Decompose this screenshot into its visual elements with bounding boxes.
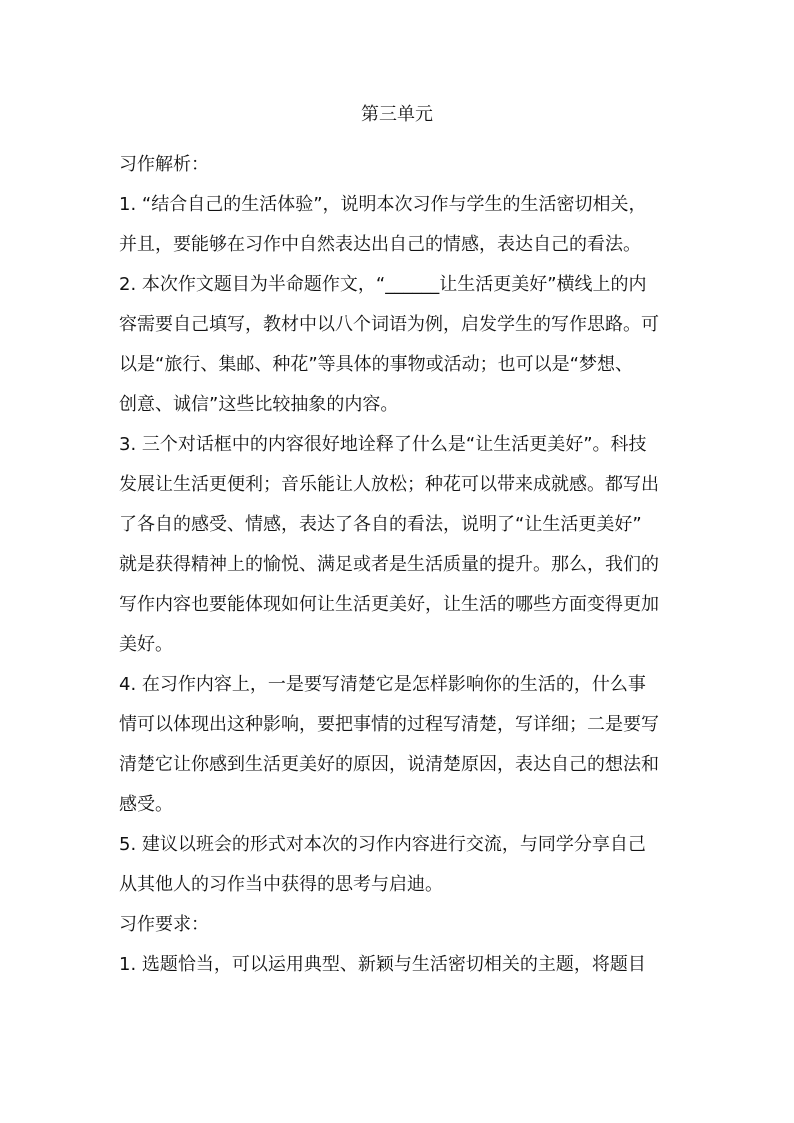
- paragraph-line: 清楚它让你感到生活更美好的原因，说清楚原因，表达自己的想法和: [119, 754, 659, 775]
- paragraph-line: 以是“旅行、集邮、种花”等具体的事物或活动；也可以是“梦想、: [119, 354, 633, 375]
- section-heading-requirements: 习作要求：: [119, 914, 209, 935]
- document-body: [119, 145, 684, 985]
- paragraph-line: 从其他人的习作当中获得的思考与启迪。: [119, 874, 443, 895]
- paragraph-line: 写作内容也要能体现如何让生活更美好，让生活的哪些方面变得更加: [119, 594, 659, 615]
- paragraph-line: 容需要自己填写，教材中以八个词语为例，启发学生的写作思路。可: [119, 314, 659, 335]
- paragraph-line: 1. 选题恰当，可以运用典型、新颖与生活密切相关的主题，将题目: [119, 954, 646, 975]
- paragraph-line: 5. 建议以班会的形式对本次的习作内容进行交流，与同学分享自己: [119, 834, 646, 855]
- paragraph-line: 美好。: [119, 634, 173, 655]
- paragraph-line: 感受。: [119, 794, 173, 815]
- paragraph-line: 并且，要能够在习作中自然表达出自己的情感，表达自己的看法。: [119, 234, 641, 255]
- paragraph-line: 情可以体现出这种影响，要把事情的过程写清楚，写详细；二是要写: [119, 714, 659, 735]
- paragraph-line: 3. 三个对话框中的内容很好地诠释了什么是“让生活更美好”。科技: [119, 434, 647, 455]
- page-title: 第三单元: [361, 104, 433, 125]
- paragraph-line: 1. “结合自己的生活体验”，说明本次习作与学生的生活密切相关，: [119, 194, 647, 215]
- paragraph-line: 发展让生活更便利；音乐能让人放松；种花可以带来成就感。都写出: [119, 474, 659, 495]
- paragraph-line: 4. 在习作内容上，一是要写清楚它是怎样影响你的生活的，什么事: [119, 674, 646, 695]
- paragraph-line: 创意、诚信”这些比较抽象的内容。: [119, 394, 399, 415]
- paragraph-line: 了各自的感受、情感，表达了各自的看法，说明了“让生活更美好”: [119, 514, 642, 535]
- paragraph-line: 就是获得精神上的愉悦、满足或者是生活质量的提升。那么，我们的: [119, 554, 659, 575]
- section-heading-analysis: 习作解析：: [119, 154, 209, 175]
- paragraph-line: 2. 本次作文题目为半命题作文，“______让生活更美好”横线上的内: [119, 274, 647, 295]
